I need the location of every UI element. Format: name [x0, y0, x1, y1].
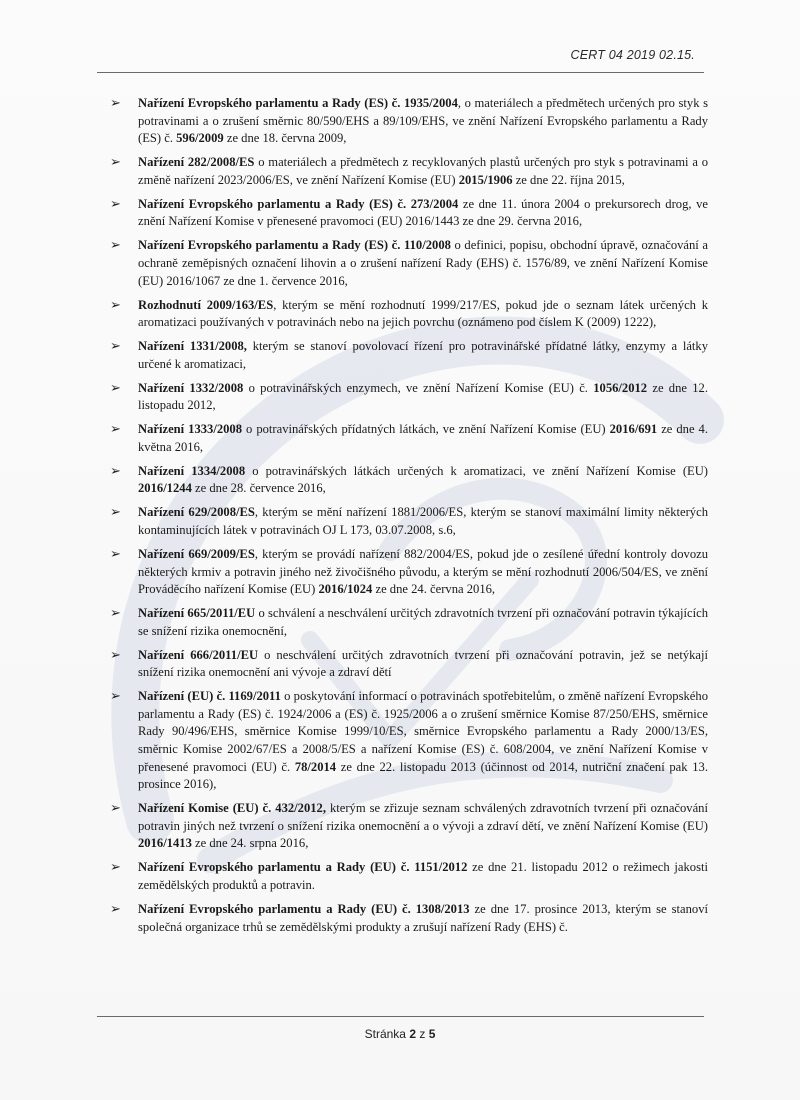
regulation-text [138, 547, 708, 596]
regulation-description: o schválení a neschválení určitých zdravotních tvrzení při označování potravin týkajících se snížení rizika onemocnění, [138, 606, 709, 638]
regulation-reference: Nařízení Evropského parlamentu a Rady (ES) č. 110/2008 [138, 238, 451, 253]
regulation-text [138, 96, 708, 145]
regulation-description: ze dne 4. května 2016, [138, 422, 708, 454]
regulation-reference: Nařízení 665/2011/EU [138, 606, 256, 621]
regulation-text [138, 689, 708, 791]
regulation-reference: 2015/1906 [458, 172, 513, 187]
regulation-list [110, 95, 708, 936]
regulation-list-container [110, 95, 708, 943]
regulation-text [138, 902, 708, 934]
regulation-description: ze dne 12. listopadu 2012, [138, 380, 708, 413]
list-item [110, 605, 708, 640]
document-reference: CERT 04 2019 02.15. [570, 48, 695, 62]
page-number-total: 5 [428, 1027, 436, 1041]
list-item [110, 95, 708, 148]
arrow-bullet-icon: ➢ [110, 297, 121, 313]
regulation-description: o poskytování informací o potravinách spotřebitelům, o změně nařízení Evropského parlamentu a Rady (ES) č. 1924/2006 a (ES) č. 1925/2006 a o zrušení směrnice Komise 87/250/EHS, směrnice Rady 90/496/EHS, směrnice Komise 1999/10/ES, směrnice Evropského parlamentu a Rady 2000/13/ES, směrnic Komise 2002/67/ES a 2008/5/ES a nařízení Komise (ES) č. 608/2004, ve znění Nařízení Komise v přenesené pravomoci (EU) č. [138, 689, 708, 774]
regulation-reference: 2016/1024 [318, 582, 373, 597]
arrow-bullet-icon: ➢ [110, 647, 121, 663]
list-item [110, 688, 708, 794]
regulation-description: , kterým se provádí nařízení 882/2004/ES, pokud jde o zesílené úřední kontroly dovozu některých krmiv a potravin jiného než živočišného původu, a kterým se mění rozhodnutí 2006/504/ES, ve znění Prováděcího nařízení Komise (EU) [138, 546, 709, 597]
regulation-text [138, 197, 708, 229]
regulation-reference: 2016/691 [609, 422, 658, 437]
regulation-reference: Nařízení Evropského parlamentu a Rady (EU) č. 1151/2012 [138, 860, 468, 875]
regulation-reference: 596/2009 [176, 131, 224, 146]
arrow-bullet-icon: ➢ [110, 196, 121, 212]
regulation-reference: Nařízení 282/2008/ES [138, 155, 255, 170]
regulation-reference: Nařízení 669/2009/ES [138, 546, 255, 561]
regulation-description: o potravinářských látkách určených k aromatizaci, ve znění Nařízení Komise (EU) [245, 463, 708, 478]
regulation-reference: Nařízení 1331/2008, [138, 339, 247, 354]
regulation-description: ze dne 24. června 2016, [372, 582, 496, 597]
footer-divider [97, 1016, 704, 1017]
arrow-bullet-icon: ➢ [110, 96, 121, 111]
regulation-text [138, 238, 708, 287]
page-number-current: 2 [409, 1027, 417, 1041]
regulation-description: ze dne 21. listopadu 2012 o režimech jakosti zemědělských produktů a potravin. [138, 860, 708, 893]
arrow-bullet-icon: ➢ [110, 801, 121, 817]
regulation-reference: Nařízení Evropského parlamentu a Rady (ES) č. 1935/2004 [138, 96, 458, 110]
arrow-bullet-icon: ➢ [110, 860, 121, 876]
list-item [110, 154, 708, 189]
arrow-bullet-icon: ➢ [110, 546, 121, 562]
regulation-description: ze dne 22. listopadu 2013 (účinnost od 2014, nutriční značení pak 13. prosince 2016), [138, 759, 708, 792]
regulation-text [138, 339, 708, 371]
arrow-bullet-icon: ➢ [110, 380, 121, 396]
regulation-reference: 1056/2012 [593, 380, 648, 395]
arrow-bullet-icon: ➢ [110, 155, 121, 171]
regulation-reference: Nařízení (EU) č. 1169/2011 [138, 689, 281, 704]
list-item [110, 196, 708, 231]
list-item [110, 237, 708, 290]
regulation-text [138, 606, 708, 638]
regulation-description: , kterým se mění rozhodnutí 1999/217/ES, pokud jde o seznam látek určených k aromatizaci používaných v potravinách nebo na jejich povrchu (oznámeno pod číslem K (2009) 1222), [138, 297, 708, 330]
list-item [110, 800, 708, 853]
regulation-description: kterým se zřizuje seznam schválených zdravotních tvrzení při označování potravin jiných než tvrzení o snížení rizika onemocnění a o vývoji a zdraví dětí, ve znění Nařízení Komise (EU) [138, 801, 708, 833]
arrow-bullet-icon: ➢ [110, 238, 121, 254]
regulation-text [138, 298, 708, 330]
regulation-text [138, 464, 708, 496]
page-number-prefix: Stránka [364, 1027, 410, 1041]
arrow-bullet-icon: ➢ [110, 689, 121, 705]
list-item [110, 859, 708, 894]
arrow-bullet-icon: ➢ [110, 606, 121, 622]
regulation-description: ze dne 22. října 2015, [512, 172, 625, 187]
list-item [110, 504, 708, 539]
regulation-text [138, 155, 708, 187]
regulation-reference: Nařízení 1334/2008 [138, 463, 246, 478]
regulation-description: ze dne 11. února 2004 o prekursorech drog, ve znění Nařízení Komise v přenesené pravomoci (EU) 2016/1443 ze dne 29. června 2016, [138, 196, 708, 229]
regulation-reference: 2016/1413 [138, 836, 192, 851]
list-item [110, 463, 708, 498]
regulation-description: kterým se stanoví povolovací řízení pro potravinářské přídatné látky, enzymy a látky určené k aromatizaci, [138, 339, 708, 371]
regulation-description: ze dne 28. července 2016, [191, 481, 326, 496]
regulation-reference: Nařízení Evropského parlamentu a Rady (ES) č. 273/2004 [138, 196, 459, 211]
regulation-reference: Nařízení Evropského parlamentu a Rady (EU) č. 1308/2013 [138, 902, 470, 916]
regulation-description: o materiálech a předmětech z recyklovaných plastů určených pro styk s potravinami a o změně nařízení 2023/2006/ES, ve znění Nařízení Komise (EU) [138, 155, 708, 187]
regulation-description: , o materiálech a předmětech určených pro styk s potravinami a o zrušení směrnic 80/590/EHS a 89/109/EHS, ve znění Nařízení Evropského parlamentu a Rady (ES) č. [138, 96, 708, 146]
arrow-bullet-icon: ➢ [110, 339, 121, 355]
list-item [110, 297, 708, 332]
regulation-reference: Nařízení 1333/2008 [138, 422, 243, 437]
regulation-description: o potravinářských přídatných látkách, ve znění Nařízení Komise (EU) [242, 422, 610, 437]
arrow-bullet-icon: ➢ [110, 505, 121, 521]
list-item [110, 647, 708, 682]
header-divider [97, 72, 704, 73]
regulation-reference: Nařízení 629/2008/ES [138, 505, 255, 520]
list-item [110, 901, 708, 936]
list-item [110, 338, 708, 373]
page-number [0, 1027, 800, 1041]
regulation-reference: Nařízení 1332/2008 [138, 380, 244, 395]
page-number-separator: z [416, 1027, 429, 1041]
regulation-description: ze dne 18. června 2009, [223, 131, 347, 146]
list-item [110, 380, 708, 415]
regulation-description: o potravinářských enzymech, ve znění Nařízení Komise (EU) č. [243, 380, 594, 395]
regulation-text [138, 648, 708, 680]
list-item [110, 546, 708, 599]
regulation-description: o neschválení určitých zdravotních tvrzení při označování potravin, jež se netýkají snížení rizika onemocnění ani vývoje a zdraví dětí [138, 647, 709, 680]
regulation-reference: 78/2014 [294, 759, 337, 774]
regulation-description: ze dne 17. prosince 2013, kterým se stanoví společná organizace trhů se zemědělskými produkty a zrušují nařízení Rady (EHS) č. [138, 902, 708, 934]
list-item [110, 421, 708, 456]
regulation-text [138, 422, 708, 454]
regulation-reference: Rozhodnutí 2009/163/ES [138, 297, 274, 312]
regulation-reference: 2016/1244 [138, 481, 192, 496]
regulation-reference: Nařízení 666/2011/EU [138, 647, 259, 662]
regulation-description: , kterým se mění nařízení 1881/2006/ES, kterým se stanoví maximální limity některých kontaminujících látek v potravinách OJ L 173, 03.07.2008, s.6, [138, 505, 708, 537]
regulation-text [138, 381, 708, 413]
regulation-text [138, 860, 708, 892]
arrow-bullet-icon: ➢ [110, 422, 121, 438]
regulation-description: o definici, popisu, obchodní úpravě, označování a ochraně zeměpisných označení lihovin a o zrušení nařízení Rady (EHS) č. 1576/89, ve znění Nařízení Komise (EU) 2016/1067 ze dne 1. července 2016, [138, 238, 708, 288]
regulation-text [138, 505, 708, 537]
arrow-bullet-icon: ➢ [110, 902, 121, 917]
regulation-reference: Nařízení Komise (EU) č. 432/2012, [138, 801, 326, 816]
arrow-bullet-icon: ➢ [110, 463, 121, 479]
regulation-description: ze dne 24. srpna 2016, [191, 836, 309, 851]
regulation-text [138, 801, 708, 850]
